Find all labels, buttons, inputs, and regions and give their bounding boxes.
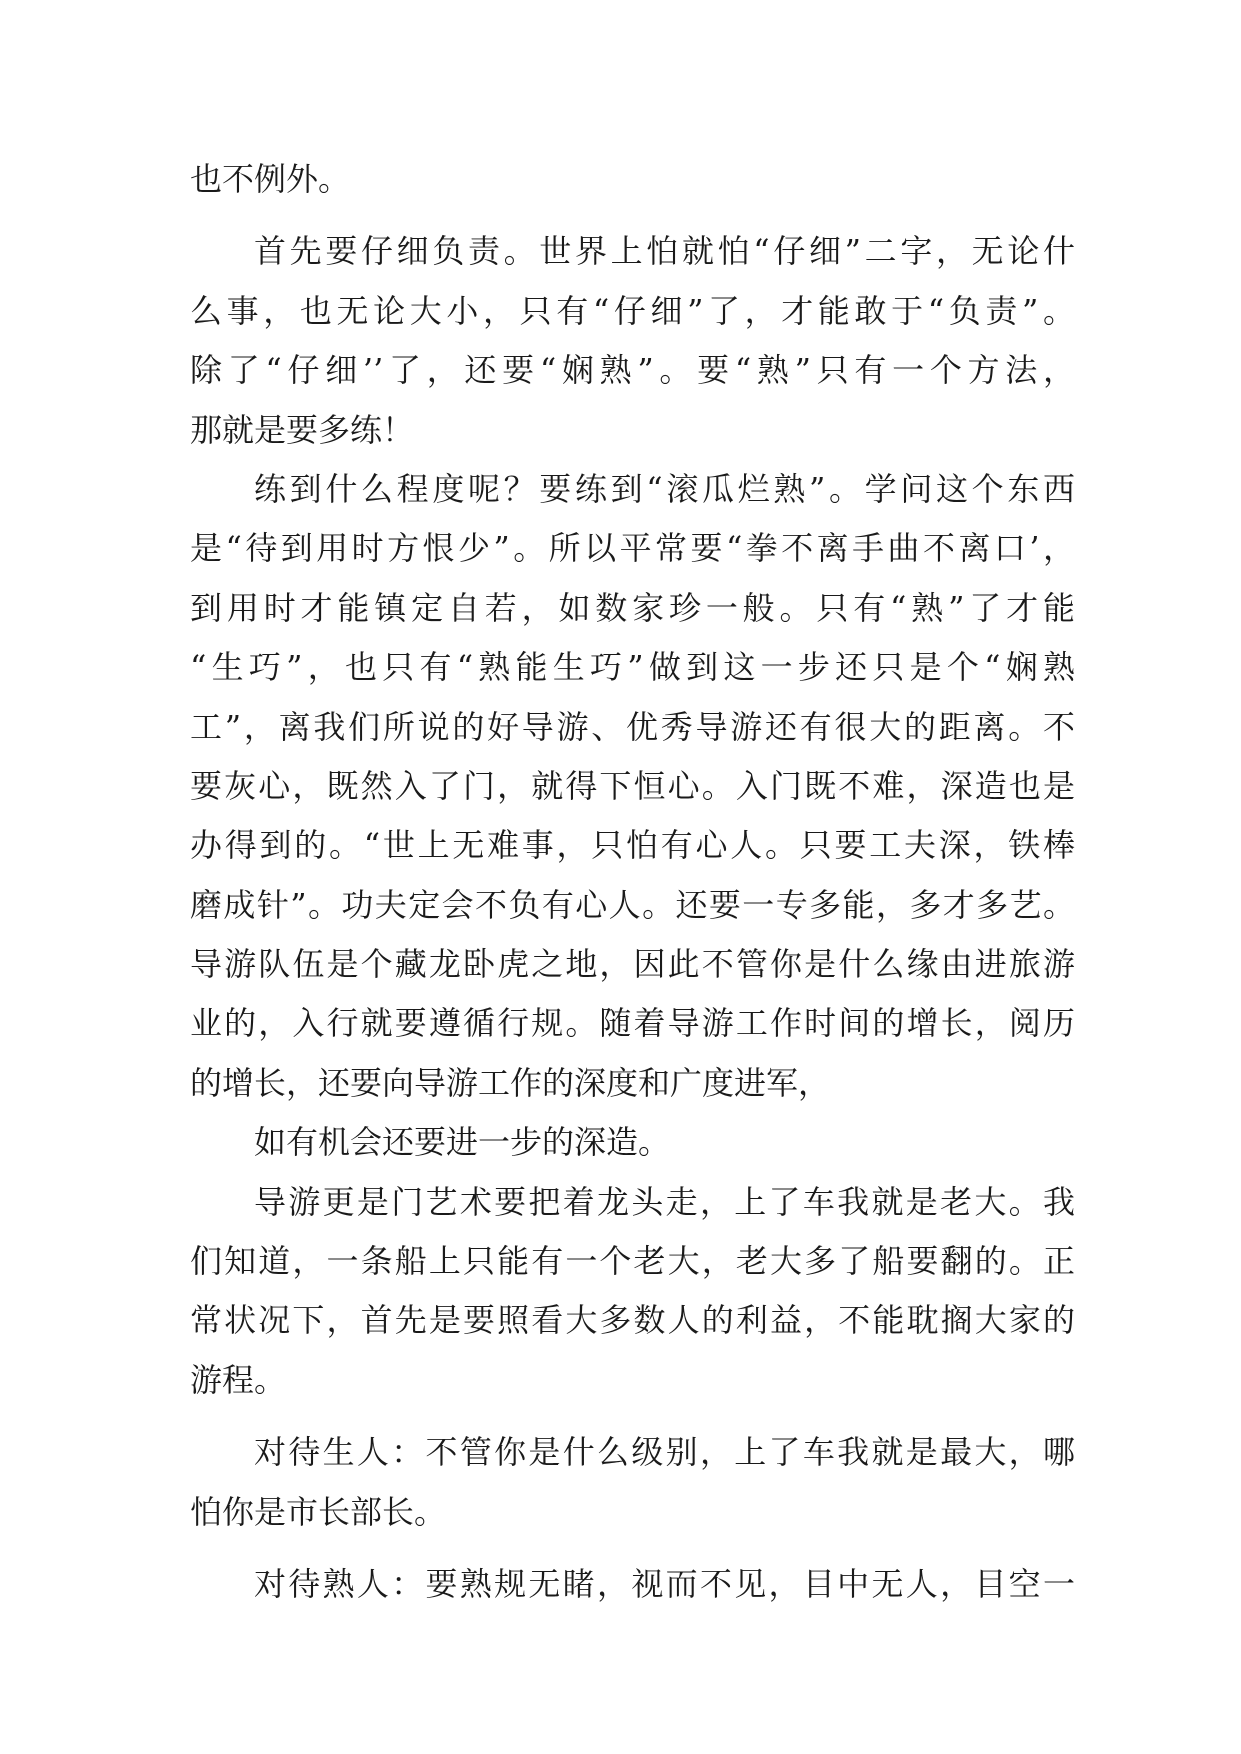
- text-line: 首先要仔细负责。世界上怕就怕“仔细”二字，无论什: [254, 232, 1075, 271]
- text-line: 常状况下，首先是要照看大多数人的利益，不能耽搁大家的: [190, 1301, 1075, 1340]
- text-line: 对待生人：不管你是什么级别，上了车我就是最大，哪: [254, 1433, 1075, 1472]
- text-line: 业的，入行就要遵循行规。随着导游工作时间的增长，阅历: [190, 1004, 1075, 1043]
- text-line: 导游队伍是个藏龙卧虎之地，因此不管你是什么缘由进旅游: [190, 945, 1075, 984]
- text-line: “生巧”，也只有“熟能生巧”做到这一步还只是个“娴熟: [190, 648, 1075, 687]
- text-line: 那就是要多练！: [190, 410, 415, 449]
- text-line: 办得到的。“世上无难事，只怕有心人。只要工夫深，铁棒: [190, 826, 1075, 865]
- body-text: [190, 150, 1075, 1614]
- text-line: 的增长，还要向导游工作的深度和广度进军，: [190, 1063, 831, 1102]
- text-line: 也不例外。: [190, 160, 351, 198]
- text-line: 游程。: [190, 1360, 287, 1399]
- text-line: 练到什么程度呢？要练到“滚瓜烂熟”。学问这个东西: [254, 469, 1075, 508]
- text-line: 除了“仔细’’了，还要“娴熟”。要“熟”只有一个方法，: [190, 351, 1075, 390]
- text-line: 要灰心，既然入了门，就得下恒心。入门既不难，深造也是: [190, 766, 1075, 805]
- text-line: 导游更是门艺术要把着龙头走，上了车我就是老大。我: [254, 1182, 1075, 1221]
- text-line: 磨成针”。功夫定会不负有心人。还要一专多能，多才多艺。: [190, 885, 1075, 924]
- text-line: 们知道，一条船上只能有一个老大，老大多了船要翻的。正: [190, 1242, 1075, 1281]
- text-line: 工”，离我们所说的好导游、优秀导游还有很大的距离。不: [190, 707, 1075, 746]
- text-line: 怕你是市长部长。: [190, 1492, 447, 1531]
- text-line: 么事，也无论大小，只有“仔细”了，才能敢于“负责”。: [190, 291, 1075, 330]
- text-line: 是“待到用时方恨少”。所以平常要“拳不离手曲不离口’，: [190, 529, 1075, 568]
- text-line: 如有机会还要进一步的深造。: [254, 1123, 671, 1162]
- text-line: 对待熟人：要熟规无睹，视而不见，目中无人，目空一: [254, 1564, 1075, 1603]
- text-line: 到用时才能镇定自若，如数家珍一般。只有“熟”了才能: [190, 588, 1075, 627]
